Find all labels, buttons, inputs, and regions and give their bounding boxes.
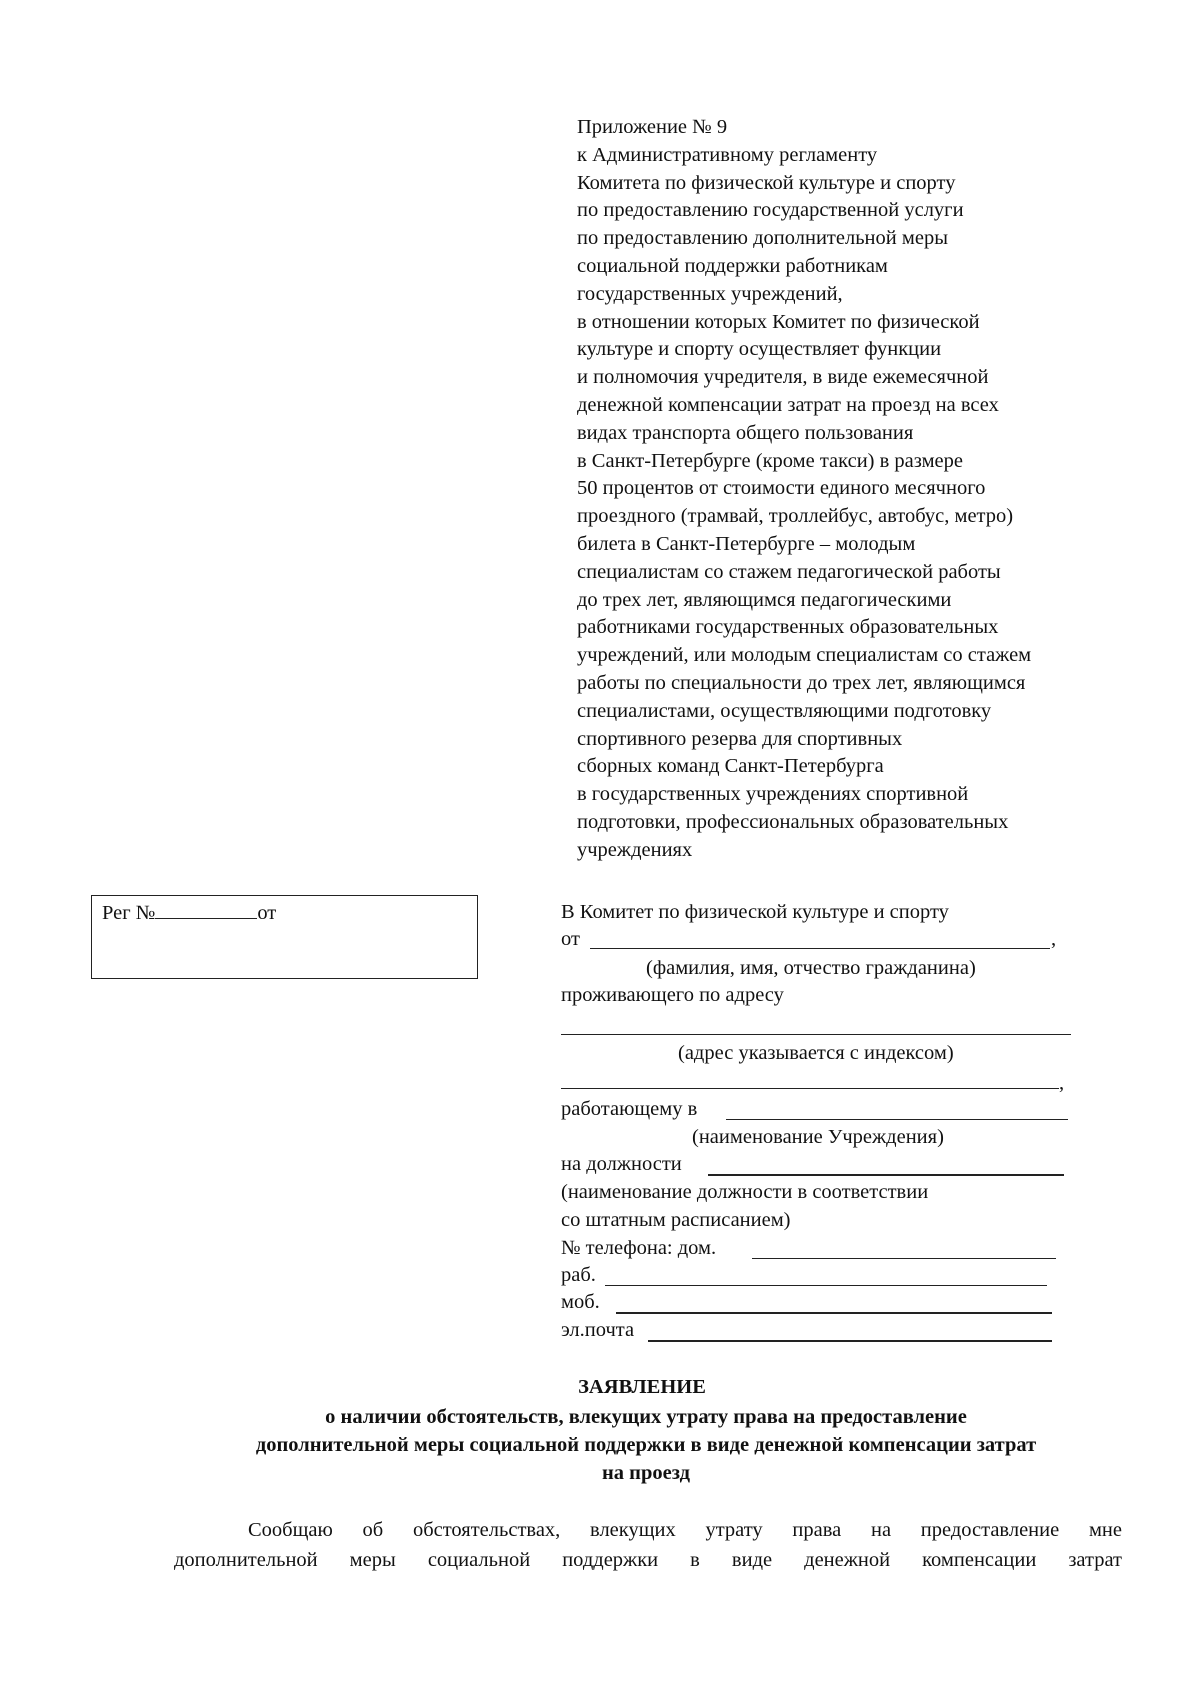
- working-label: работающему в: [561, 1098, 698, 1120]
- from-label: от: [561, 928, 580, 950]
- home-phone-line[interactable]: [752, 1258, 1056, 1259]
- appendix-line: сборных команд Санкт-Петербурга: [577, 755, 884, 778]
- appendix-line: денежной компенсации затрат на проезд на всех: [577, 393, 999, 416]
- appendix-line: государственных учреждений,: [577, 282, 843, 305]
- appendix-line: в Санкт-Петербурге (кроме такси) в размере: [577, 449, 963, 472]
- registration-box: [91, 895, 478, 979]
- statement-subtitle-2: дополнительной меры социальной поддержки в виде денежной компенсации затрат: [255, 1434, 1037, 1456]
- institution-line[interactable]: [726, 1119, 1068, 1120]
- address-hint: (адрес указывается с индексом): [678, 1042, 954, 1064]
- address-comma: ,: [1059, 1072, 1065, 1094]
- appendix-line: проездного (трамвай, троллейбус, автобус, метро): [577, 505, 1014, 528]
- appendix-line: специалистам со стажем педагогической работы: [577, 560, 1001, 583]
- appendix-line: 50 процентов от стоимости единого месячного: [577, 477, 986, 500]
- body-line-1: Сообщаю об обстоятельствах, влекущих утрату права на предоставление мне: [248, 1519, 1122, 1541]
- appendix-line: учреждений, или молодым специалистам со стажем: [577, 644, 1032, 667]
- position-hint-2: со штатным расписанием): [561, 1209, 791, 1231]
- appendix-line: и полномочия учредителя, в виде ежемесячной: [577, 366, 989, 389]
- work-phone-label: раб.: [561, 1264, 596, 1286]
- appendix-line: по предоставлению дополнительной меры: [577, 227, 948, 250]
- appendix-line: Приложение № 9: [577, 116, 728, 138]
- body-line-2: дополнительной меры социальной поддержки в виде денежной компенсации затрат: [174, 1549, 1122, 1571]
- address-line-2[interactable]: [561, 1088, 1059, 1089]
- mobile-phone-line[interactable]: [616, 1312, 1052, 1314]
- to-committee: В Комитет по физической культуре и спорту: [561, 901, 949, 923]
- appendix-line: культуре и спорту осуществляет функции: [577, 338, 942, 361]
- appendix-line: Комитета по физической культуре и спорту: [577, 171, 956, 194]
- applicant-name-line[interactable]: [590, 948, 1050, 949]
- appendix-line: в отношении которых Комитет по физической: [577, 310, 980, 333]
- appendix-line: подготовки, профессиональных образовательных: [577, 810, 1009, 833]
- position-hint-1: (наименование должности в соответствии: [561, 1181, 929, 1203]
- reg-date-label: от: [257, 902, 277, 924]
- appendix-header: [577, 114, 1137, 865]
- email-line[interactable]: [648, 1340, 1052, 1342]
- reg-number-label: Рег №: [102, 902, 156, 924]
- appendix-line: к Административному регламенту: [577, 143, 878, 166]
- home-phone-label: № телефона: дом.: [561, 1237, 717, 1259]
- appendix-line: по предоставлению государственной услуги: [577, 199, 964, 222]
- appendix-line: учреждениях: [577, 838, 693, 861]
- position-line[interactable]: [708, 1174, 1064, 1176]
- statement-body: [174, 1515, 1122, 1575]
- registration-line: [102, 900, 276, 926]
- appendix-line: билета в Санкт-Петербурге – молодым: [577, 532, 916, 555]
- appendix-line: до трех лет, являющимся педагогическими: [577, 588, 952, 611]
- appendix-line: видах транспорта общего пользования: [577, 421, 914, 444]
- email-label: эл.почта: [561, 1319, 635, 1341]
- statement-subtitle-1: о наличии обстоятельств, влекущих утрату права на предоставление: [325, 1406, 967, 1428]
- appendix-line: в государственных учреждениях спортивной: [577, 783, 969, 806]
- statement-title: ЗАЯВЛЕНИЕ: [578, 1376, 706, 1398]
- appendix-line: работниками государственных образовательных: [577, 616, 999, 639]
- institution-hint: (наименование Учреждения): [692, 1126, 944, 1148]
- appendix-line: специалистами, осуществляющими подготовку: [577, 699, 992, 722]
- from-comma: ,: [1051, 928, 1057, 950]
- name-hint: (фамилия, имя, отчество гражданина): [646, 957, 976, 979]
- statement-subtitle-3: на проезд: [602, 1462, 690, 1484]
- address-line-1[interactable]: [561, 1034, 1071, 1035]
- appendix-line: социальной поддержки работникам: [577, 254, 888, 277]
- residing-label: проживающего по адресу: [561, 984, 784, 1006]
- mobile-phone-label: моб.: [561, 1291, 600, 1313]
- position-label: на должности: [561, 1153, 682, 1175]
- work-phone-line[interactable]: [605, 1285, 1047, 1286]
- appendix-line: спортивного резерва для спортивных: [577, 727, 903, 750]
- reg-number-blank[interactable]: [155, 900, 257, 919]
- appendix-line: работы по специальности до трех лет, являющимся: [577, 671, 1026, 694]
